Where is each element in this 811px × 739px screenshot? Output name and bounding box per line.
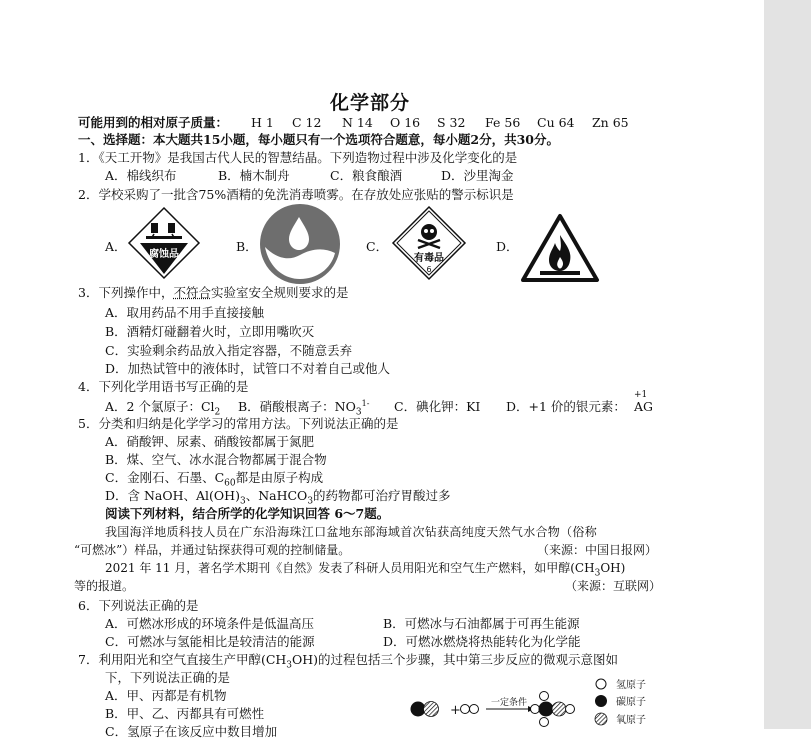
hydrogen-atom-icon: [540, 692, 549, 701]
q4-option-a-text: A．2 个氯原子：Cl: [105, 399, 215, 414]
q7-stem-line2: 下，下列说法正确的是: [105, 670, 231, 685]
q4-option-b-text: B．硝酸根离子：NO: [238, 399, 356, 414]
flammable-sign-icon: [520, 213, 600, 283]
q1-option-a: A．棉线织布: [105, 168, 177, 183]
section-heading: 一、选择题：本大题共15小题，每小题只有一个选项符合题意，每小题2分，共30分。: [78, 132, 559, 147]
q5-option-d: [105, 488, 451, 507]
q4-option-a: [105, 399, 221, 418]
q7-stem-post: OH)的过程包括三个步骤，其中第三步反应的微观示意图如: [292, 652, 619, 667]
hydrogen-atom-icon: [461, 705, 470, 714]
q3-option-c: C．实验剩余药品放入指定容器，不随意丢弃: [105, 343, 353, 358]
q2-option-c: C．: [366, 239, 389, 254]
q4-option-c: C．碘化钾：KI: [394, 399, 481, 414]
q2-option-b: B．: [236, 239, 258, 254]
reaction-diagram: [402, 674, 664, 730]
q5-option-c-pre: C．金刚石、石墨、C: [105, 470, 225, 485]
q4-option-a-sub: 2: [214, 407, 221, 418]
q6-option-c: C．可燃冰与氢能相比是较清洁的能源: [105, 634, 315, 649]
q5-stem: 5．分类和归纳是化学学习的常用方法。下列说法正确的是: [78, 416, 399, 431]
hydrogen-atom-icon: [470, 705, 479, 714]
legend-hydrogen-icon: [596, 679, 606, 689]
q3-stem-pre: 3．下列操作中，: [78, 285, 174, 300]
q7-option-a: A．甲、丙都是有机物: [105, 688, 227, 703]
q5-option-a: A．硝酸钾、尿素、硝酸铵都属于氮肥: [105, 434, 315, 449]
oxygen-atom-icon: [424, 702, 439, 717]
q1-stem: 1．《天工开物》是我国古代人民的智慧结晶。下列造物过程中涉及化学变化的是: [78, 150, 518, 165]
q7-option-b: B．甲、乙、丙都具有可燃性: [105, 706, 265, 721]
q5-option-c-post: 都是由原子构成: [235, 470, 324, 485]
hydrogen-atom-icon: [540, 718, 549, 727]
legend-oxygen-label: 氧原子: [616, 715, 646, 726]
legend-carbon-icon: [595, 695, 607, 707]
toxic-sign-number: 6: [426, 265, 432, 274]
q5-option-d-mid: 、NaHCO: [245, 488, 308, 503]
oxygen-atom-icon: [552, 702, 566, 716]
atomic-mass-h: H 1: [251, 115, 274, 130]
reading-p1-line2: “可燃冰”）样品，并通过钻探获得可观的控制储量。: [74, 543, 351, 557]
q6-stem: 6．下列说法正确的是: [78, 598, 199, 613]
atomic-mass-zn: Zn 65: [592, 115, 629, 130]
atomic-mass-s: S 32: [437, 115, 466, 130]
q5-option-b: B．煤、空气、冰水混合物都属于混合物: [105, 452, 327, 467]
q4-option-d-symbol: AG: [634, 399, 654, 414]
reading-p2-line1-end: OH): [600, 561, 626, 575]
atomic-mass-n: N 14: [342, 115, 373, 130]
q3-stem-emphasis: 不符合: [173, 285, 211, 300]
water-saving-sign-icon: [259, 203, 341, 285]
q1-option-d: D．沙里淘金: [441, 168, 514, 183]
page-title: 化学部分: [329, 92, 410, 114]
q4-option-b: [238, 398, 370, 418]
atomic-mass-fe: Fe 56: [485, 115, 521, 130]
q2-option-a: A．: [105, 239, 127, 254]
atomic-mass-cu: Cu 64: [537, 115, 575, 130]
q5-option-d-sub2: 3: [307, 496, 314, 507]
q3-stem: [78, 285, 349, 300]
q3-stem-post: 实验室安全规则要求的是: [210, 285, 349, 300]
toxic-sign-icon: [391, 205, 467, 281]
atomic-mass-o: O 16: [390, 115, 421, 130]
reading-heading: 阅读下列材料，结合所学的化学知识回答 6～7题。: [105, 506, 390, 521]
arrow-label: 一定条件: [490, 698, 528, 708]
reading-p2-line1: [105, 561, 626, 579]
legend-oxygen-icon: [595, 713, 607, 725]
q6-option-b: B．可燃冰与石油都属于可再生能源: [383, 616, 580, 631]
q2-stem: 2．学校采购了一批含75%酒精的免洗消毒喷雾。在存放处应张贴的警示标识是: [78, 187, 514, 202]
q5-option-d-post: 的药物都可治疗胃酸过多: [313, 488, 451, 503]
q4-option-d-valence: +1: [634, 390, 648, 400]
reading-p2-line2: 等的报道。: [74, 579, 135, 593]
carbon-atom-icon: [539, 702, 554, 717]
hydrogen-atom-icon: [566, 705, 575, 714]
q4-option-d: D．+1 价的银元素：: [506, 399, 626, 414]
reading-p1-source: （来源：中国日报网）: [537, 543, 658, 557]
q1-option-c: C．粮食酿酒: [330, 168, 403, 183]
q7-stem-sub: 3: [286, 660, 293, 671]
hydrogen-atom-icon: [531, 705, 540, 714]
q2-option-d: D．: [496, 239, 519, 254]
q3-option-d: D．加热试管中的液体时，试管口不对着自己或他人: [105, 361, 391, 376]
q4-option-b-sup: 1-: [361, 398, 370, 408]
reading-p1-line1: 我国海洋地质科技人员在广东沿海珠江口盆地东部海域首次钻获高纯度天然气水合物（俗称: [105, 525, 598, 539]
q5-option-c-sub: 60: [224, 478, 236, 489]
q1-option-b: B．楠木制舟: [218, 168, 290, 183]
q5-option-c: [105, 470, 324, 489]
q7-stem-pre: 7．利用阳光和空气直接生产甲醇(CH: [78, 652, 287, 667]
toxic-sign-label: 有毒品: [414, 253, 444, 264]
q7-option-c: C．氢原子在该反应中数目增加: [105, 724, 278, 739]
corrosive-sign-icon: [127, 206, 201, 280]
viewer-scroll-gutter[interactable]: [764, 0, 811, 729]
corrosive-sign-label: 腐蚀品: [149, 249, 179, 260]
q4-stem: 4．下列化学用语书写正确的是: [78, 379, 249, 394]
legend-hydrogen-label: 氢原子: [616, 680, 646, 691]
q5-option-d-pre: D．含 NaOH、Al(OH): [105, 488, 240, 503]
q3-option-b: B．酒精灯碰翻着火时，立即用嘴吹灭: [105, 324, 315, 339]
q6-option-d: D．可燃冰燃烧将热能转化为化学能: [383, 634, 581, 649]
atomic-mass-label: 可能用到的相对原子质量：: [78, 115, 229, 130]
atomic-mass-c: C 12: [292, 115, 322, 130]
q7-stem: [78, 652, 619, 671]
reaction-plus: +: [450, 703, 461, 718]
q6-option-a: A．可燃冰形成的环境条件是低温高压: [105, 616, 315, 631]
reading-p2-line1-sub: 3: [594, 568, 601, 579]
reading-p2-source: （来源：互联网）: [565, 579, 662, 593]
q4-option-b-sub: 3: [355, 407, 362, 418]
q5-option-d-sub: 3: [239, 496, 246, 507]
legend-carbon-label: 碳原子: [616, 697, 646, 708]
reading-p2-line1-text: 2021 年 11 月，著名学术期刊《自然》发表了科研人员用阳光和空气生产燃料，如甲醇(CH: [105, 561, 595, 575]
q3-option-a: A．取用药品不用手直接接触: [105, 305, 265, 320]
